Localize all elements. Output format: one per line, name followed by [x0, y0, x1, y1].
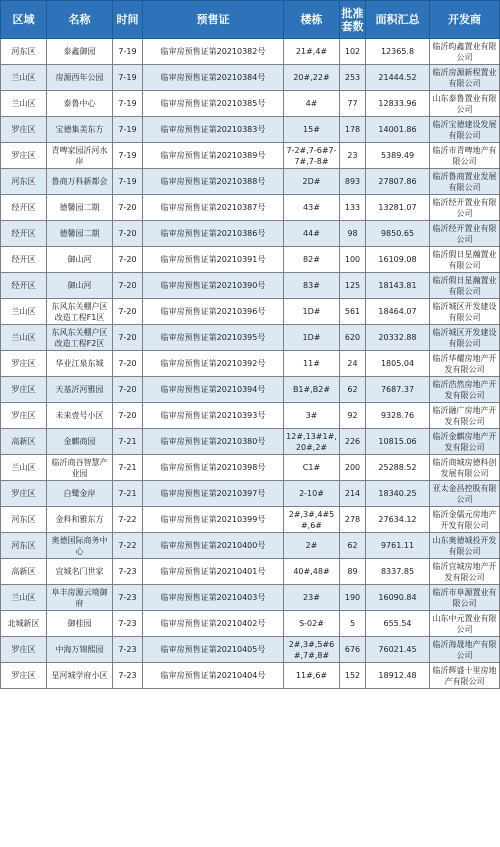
cell-district: 河东区: [1, 533, 47, 559]
cell-permit-number: 临审房预售证第20210402号: [143, 611, 284, 637]
table-row: [1, 143, 500, 169]
cell-total-area: 9850.65: [366, 221, 430, 247]
cell-date: 7-21: [113, 429, 143, 455]
cell-approved-units: 278: [340, 507, 366, 533]
cell-buildings: 2-10#: [284, 481, 340, 507]
cell-buildings: C1#: [284, 455, 340, 481]
cell-district: 罗庄区: [1, 637, 47, 663]
cell-buildings: 2#,3#,4#5#,6#: [284, 507, 340, 533]
cell-district: 兰山区: [1, 299, 47, 325]
table-row: [1, 481, 500, 507]
cell-district: 经开区: [1, 221, 47, 247]
cell-project-name: 金麒商园: [47, 429, 113, 455]
cell-date: 7-23: [113, 559, 143, 585]
cell-permit-number: 临审房预售证第20210392号: [143, 351, 284, 377]
cell-district: 兰山区: [1, 325, 47, 351]
cell-developer: 山东奥德城投开发有限公司: [430, 533, 500, 559]
cell-permit-number: 临审房预售证第20210397号: [143, 481, 284, 507]
cell-date: 7-20: [113, 221, 143, 247]
cell-permit-number: 临审房预售证第20210380号: [143, 429, 284, 455]
cell-total-area: 10815.06: [366, 429, 430, 455]
cell-approved-units: 5: [340, 611, 366, 637]
cell-buildings: 2D#: [284, 169, 340, 195]
table-row: [1, 117, 500, 143]
cell-developer: 临沂浩然房地产开发有限公司: [430, 377, 500, 403]
table-row: [1, 39, 500, 65]
cell-date: 7-23: [113, 611, 143, 637]
table-row: [1, 611, 500, 637]
cell-project-name: 御山河: [47, 273, 113, 299]
cell-buildings: 2#: [284, 533, 340, 559]
cell-buildings: 83#: [284, 273, 340, 299]
column-header-buildings: 楼栋: [284, 1, 340, 39]
table-row: [1, 663, 500, 689]
cell-approved-units: 200: [340, 455, 366, 481]
cell-date: 7-22: [113, 533, 143, 559]
cell-project-name: 御桂园: [47, 611, 113, 637]
cell-buildings: 21#,4#: [284, 39, 340, 65]
cell-buildings: B1#,B2#: [284, 377, 340, 403]
cell-total-area: 25288.52: [366, 455, 430, 481]
cell-permit-number: 临审房预售证第20210383号: [143, 117, 284, 143]
cell-permit-number: 临审房预售证第20210385号: [143, 91, 284, 117]
table-row: [1, 637, 500, 663]
table-row: [1, 507, 500, 533]
cell-developer: 临沂房源新程置业有限公司: [430, 65, 500, 91]
column-header-permit-number: 预售证: [143, 1, 284, 39]
table-row: [1, 195, 500, 221]
cell-district: 罗庄区: [1, 403, 47, 429]
table-row: [1, 325, 500, 351]
cell-buildings: 44#: [284, 221, 340, 247]
cell-project-name: 德馨园二期: [47, 221, 113, 247]
cell-date: 7-19: [113, 169, 143, 195]
table-row: [1, 351, 500, 377]
cell-buildings: 11#,6#: [284, 663, 340, 689]
cell-total-area: 16090.84: [366, 585, 430, 611]
cell-buildings: 43#: [284, 195, 340, 221]
cell-buildings: 15#: [284, 117, 340, 143]
cell-permit-number: 临审房预售证第20210393号: [143, 403, 284, 429]
cell-total-area: 9328.76: [366, 403, 430, 429]
cell-buildings: 7-2#,7-6#7-7#,7-8#: [284, 143, 340, 169]
cell-total-area: 76021.45: [366, 637, 430, 663]
cell-district: 高新区: [1, 559, 47, 585]
cell-district: 罗庄区: [1, 143, 47, 169]
cell-district: 北城新区: [1, 611, 47, 637]
table-row: [1, 559, 500, 585]
cell-total-area: 27634.12: [366, 507, 430, 533]
cell-permit-number: 临审房预售证第20210387号: [143, 195, 284, 221]
table-row: [1, 247, 500, 273]
cell-permit-number: 临审房预售证第20210401号: [143, 559, 284, 585]
cell-district: 兰山区: [1, 65, 47, 91]
cell-total-area: 12365.8: [366, 39, 430, 65]
cell-permit-number: 临审房预售证第20210396号: [143, 299, 284, 325]
cell-developer: 临沂经开置业有限公司: [430, 195, 500, 221]
cell-approved-units: 226: [340, 429, 366, 455]
cell-district: 兰山区: [1, 585, 47, 611]
cell-permit-number: 临审房预售证第20210384号: [143, 65, 284, 91]
cell-date: 7-20: [113, 377, 143, 403]
cell-total-area: 14001.86: [366, 117, 430, 143]
cell-date: 7-23: [113, 585, 143, 611]
cell-total-area: 8337.85: [366, 559, 430, 585]
cell-buildings: 11#: [284, 351, 340, 377]
cell-buildings: 12#,13#1#,20#,2#: [284, 429, 340, 455]
cell-permit-number: 临审房预售证第20210399号: [143, 507, 284, 533]
cell-developer: 临沂城区开发建设有限公司: [430, 325, 500, 351]
cell-approved-units: 893: [340, 169, 366, 195]
cell-developer: 临沂昀鑫置业有限公司: [430, 39, 500, 65]
cell-total-area: 13281.07: [366, 195, 430, 221]
cell-total-area: 1805.04: [366, 351, 430, 377]
cell-permit-number: 临审房预售证第20210395号: [143, 325, 284, 351]
cell-approved-units: 561: [340, 299, 366, 325]
cell-date: 7-20: [113, 299, 143, 325]
cell-total-area: 27807.86: [366, 169, 430, 195]
cell-date: 7-19: [113, 143, 143, 169]
cell-approved-units: 23: [340, 143, 366, 169]
cell-permit-number: 临审房预售证第20210391号: [143, 247, 284, 273]
cell-district: 经开区: [1, 247, 47, 273]
table-row: [1, 91, 500, 117]
cell-project-name: 东风东关棚户区改造工程F1区: [47, 299, 113, 325]
cell-total-area: 21444.52: [366, 65, 430, 91]
cell-date: 7-19: [113, 117, 143, 143]
cell-buildings: 1D#: [284, 325, 340, 351]
cell-district: 罗庄区: [1, 663, 47, 689]
cell-developer: 临沂经开置业有限公司: [430, 221, 500, 247]
cell-buildings: 82#: [284, 247, 340, 273]
cell-permit-number: 临审房预售证第20210386号: [143, 221, 284, 247]
cell-date: 7-23: [113, 637, 143, 663]
cell-approved-units: 62: [340, 533, 366, 559]
cell-approved-units: 190: [340, 585, 366, 611]
cell-total-area: 18143.81: [366, 273, 430, 299]
cell-project-name: 御山河: [47, 247, 113, 273]
cell-project-name: 宜城名门世家: [47, 559, 113, 585]
cell-total-area: 18912.48: [366, 663, 430, 689]
cell-total-area: 12833.96: [366, 91, 430, 117]
table-row: [1, 429, 500, 455]
cell-project-name: 金科和雅东方: [47, 507, 113, 533]
cell-date: 7-23: [113, 663, 143, 689]
cell-buildings: 40#,48#: [284, 559, 340, 585]
cell-approved-units: 100: [340, 247, 366, 273]
cell-date: 7-20: [113, 351, 143, 377]
cell-buildings: 4#: [284, 91, 340, 117]
cell-district: 河东区: [1, 39, 47, 65]
cell-date: 7-20: [113, 403, 143, 429]
cell-permit-number: 临审房预售证第20210400号: [143, 533, 284, 559]
cell-project-name: 奥德国际商务中心: [47, 533, 113, 559]
cell-total-area: 18340.25: [366, 481, 430, 507]
cell-developer: 临沂鲁商置业发展有限公司: [430, 169, 500, 195]
table-row: [1, 299, 500, 325]
table-row: [1, 65, 500, 91]
cell-approved-units: 98: [340, 221, 366, 247]
cell-buildings: S-02#: [284, 611, 340, 637]
cell-approved-units: 676: [340, 637, 366, 663]
cell-developer: 临沂海晟地产有限公司: [430, 637, 500, 663]
cell-total-area: 7687.37: [366, 377, 430, 403]
cell-project-name: 临沂商谷智慧产业园: [47, 455, 113, 481]
cell-permit-number: 临审房预售证第20210405号: [143, 637, 284, 663]
table-row: [1, 585, 500, 611]
cell-buildings: 3#: [284, 403, 340, 429]
cell-project-name: 阜丰房源云境御府: [47, 585, 113, 611]
cell-date: 7-21: [113, 481, 143, 507]
cell-total-area: 20332.88: [366, 325, 430, 351]
cell-project-name: 德馨园二期: [47, 195, 113, 221]
column-header-developer: 开发商: [430, 1, 500, 39]
cell-project-name: 华业江泉东城: [47, 351, 113, 377]
cell-developer: 临沂金麒房地产开发有限公司: [430, 429, 500, 455]
cell-total-area: 9761.11: [366, 533, 430, 559]
cell-developer: 临沂城区开发建设有限公司: [430, 299, 500, 325]
cell-permit-number: 临审房预售证第20210382号: [143, 39, 284, 65]
table-row: [1, 533, 500, 559]
table-row: [1, 455, 500, 481]
cell-approved-units: 253: [340, 65, 366, 91]
cell-permit-number: 临审房预售证第20210388号: [143, 169, 284, 195]
cell-project-name: 天基沂河雅园: [47, 377, 113, 403]
cell-project-name: 鲁商万科新都会: [47, 169, 113, 195]
cell-district: 河东区: [1, 507, 47, 533]
cell-approved-units: 77: [340, 91, 366, 117]
cell-approved-units: 214: [340, 481, 366, 507]
cell-date: 7-20: [113, 325, 143, 351]
cell-district: 河东区: [1, 169, 47, 195]
cell-district: 经开区: [1, 195, 47, 221]
cell-developer: 临沂融广房地产开发有限公司: [430, 403, 500, 429]
cell-date: 7-19: [113, 65, 143, 91]
cell-permit-number: 临审房预售证第20210390号: [143, 273, 284, 299]
cell-date: 7-20: [113, 247, 143, 273]
cell-date: 7-22: [113, 507, 143, 533]
cell-total-area: 655.54: [366, 611, 430, 637]
table-header: [1, 1, 500, 39]
cell-district: 经开区: [1, 273, 47, 299]
table-row: [1, 169, 500, 195]
cell-district: 高新区: [1, 429, 47, 455]
cell-buildings: 1D#: [284, 299, 340, 325]
cell-district: 罗庄区: [1, 481, 47, 507]
cell-approved-units: 92: [340, 403, 366, 429]
cell-project-name: 中海万锦熙园: [47, 637, 113, 663]
cell-project-name: 星河城学府小区: [47, 663, 113, 689]
cell-developer: 临沂假日星瀚置业有限公司: [430, 247, 500, 273]
cell-developer: 临沂华耀房地产开发有限公司: [430, 351, 500, 377]
cell-district: 兰山区: [1, 91, 47, 117]
cell-approved-units: 620: [340, 325, 366, 351]
column-header-date: 时间: [113, 1, 143, 39]
header-row: [1, 1, 500, 39]
cell-total-area: 18464.07: [366, 299, 430, 325]
cell-total-area: 16109.08: [366, 247, 430, 273]
cell-permit-number: 临审房预售证第20210394号: [143, 377, 284, 403]
cell-developer: 临沂宜城房地产开发有限公司: [430, 559, 500, 585]
column-header-approved-units: 批准套数: [340, 1, 366, 39]
cell-buildings: 23#: [284, 585, 340, 611]
column-header-project-name: 名称: [47, 1, 113, 39]
cell-approved-units: 178: [340, 117, 366, 143]
cell-project-name: 泰鑫御园: [47, 39, 113, 65]
cell-permit-number: 临审房预售证第20210398号: [143, 455, 284, 481]
cell-approved-units: 125: [340, 273, 366, 299]
cell-permit-number: 临审房预售证第20210404号: [143, 663, 284, 689]
cell-developer: 临沂金儒元房地产开发有限公司: [430, 507, 500, 533]
cell-developer: 山东泰鲁置业有限公司: [430, 91, 500, 117]
cell-project-name: 泰鲁中心: [47, 91, 113, 117]
cell-approved-units: 133: [340, 195, 366, 221]
column-header-total-area: 面积汇总: [366, 1, 430, 39]
cell-developer: 临沂市阜源置业有限公司: [430, 585, 500, 611]
cell-district: 罗庄区: [1, 377, 47, 403]
cell-project-name: 白鹭金岸: [47, 481, 113, 507]
cell-district: 罗庄区: [1, 351, 47, 377]
cell-date: 7-19: [113, 39, 143, 65]
cell-developer: 亚太金昌控股有限公司: [430, 481, 500, 507]
cell-developer: 临沂商城房德科创发展有限公司: [430, 455, 500, 481]
cell-date: 7-21: [113, 455, 143, 481]
table-row: [1, 403, 500, 429]
cell-date: 7-20: [113, 273, 143, 299]
cell-approved-units: 89: [340, 559, 366, 585]
cell-developer: 临沂市青啤地产有限公司: [430, 143, 500, 169]
cell-developer: 临沂辉盛十里房地产有限公司: [430, 663, 500, 689]
table-row: [1, 273, 500, 299]
cell-buildings: 2#,3#,5#6#,7#,8#: [284, 637, 340, 663]
cell-total-area: 5389.49: [366, 143, 430, 169]
cell-project-name: 未来壹号小区: [47, 403, 113, 429]
table-body: [1, 39, 500, 689]
cell-permit-number: 临审房预售证第20210403号: [143, 585, 284, 611]
cell-developer: 临沂宝德建设发展有限公司: [430, 117, 500, 143]
cell-developer: 临沂假日星瀚置业有限公司: [430, 273, 500, 299]
cell-approved-units: 62: [340, 377, 366, 403]
cell-date: 7-19: [113, 91, 143, 117]
cell-approved-units: 24: [340, 351, 366, 377]
cell-district: 罗庄区: [1, 117, 47, 143]
cell-developer: 山东中元置业有限公司: [430, 611, 500, 637]
cell-date: 7-20: [113, 195, 143, 221]
cell-permit-number: 临审房预售证第20210389号: [143, 143, 284, 169]
table-row: [1, 221, 500, 247]
table-row: [1, 377, 500, 403]
cell-project-name: 房源西年公园: [47, 65, 113, 91]
cell-project-name: 宝德集美东方: [47, 117, 113, 143]
cell-project-name: 东风东关棚户区改造工程F2区: [47, 325, 113, 351]
column-header-district: 区域: [1, 1, 47, 39]
cell-approved-units: 102: [340, 39, 366, 65]
cell-approved-units: 152: [340, 663, 366, 689]
cell-project-name: 青啤家园沂河水岸: [47, 143, 113, 169]
cell-buildings: 20#,22#: [284, 65, 340, 91]
cell-district: 兰山区: [1, 455, 47, 481]
